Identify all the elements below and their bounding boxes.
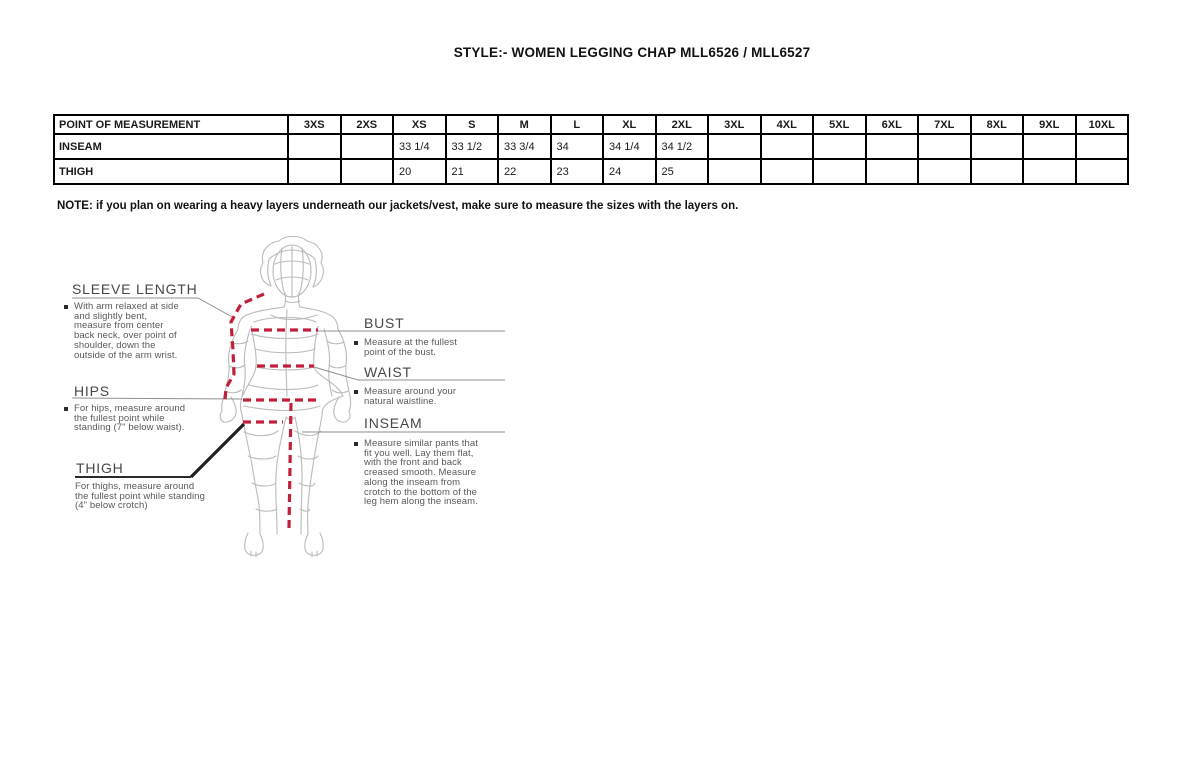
measurement-cell (761, 159, 814, 184)
measurement-cell: 25 (656, 159, 709, 184)
measurement-cell: 34 (551, 134, 604, 159)
inseam-measure-line (289, 403, 291, 528)
measurement-cell (1023, 134, 1076, 159)
bullet-icon (64, 305, 68, 309)
column-header: 9XL (1023, 115, 1076, 134)
bust-description-text: Measure at the fullest point of the bust. (364, 337, 458, 358)
column-header: 5XL (813, 115, 866, 134)
column-header: 4XL (761, 115, 814, 134)
measurement-cell (708, 134, 761, 159)
sleeve-length-description-text: With arm relaxed at side and slightly bent, measure from center back neck, over point of shoulder, down the outside of the arm wrist. (74, 301, 179, 361)
measurement-cell (1076, 134, 1129, 159)
column-header: XL (603, 115, 656, 134)
column-header: 3XL (708, 115, 761, 134)
waist-heading: WAIST (364, 364, 412, 380)
thigh-callout-line (191, 424, 244, 477)
measurement-cell (288, 159, 341, 184)
hips-description-text: For hips, measure around the fullest point while standing (7" below waist). (74, 403, 186, 434)
measurement-cell (813, 134, 866, 159)
column-header: 7XL (918, 115, 971, 134)
column-header: 10XL (1076, 115, 1129, 134)
measurement-cell (918, 134, 971, 159)
table-row-thigh (54, 159, 1128, 184)
bust-description (354, 338, 472, 357)
column-header: M (498, 115, 551, 134)
measurement-guide-diagram (55, 230, 535, 575)
measurement-cell (341, 159, 394, 184)
column-header: L (551, 115, 604, 134)
measurement-cell: 23 (551, 159, 604, 184)
measurement-cell (341, 134, 394, 159)
measurement-cell (761, 134, 814, 159)
measurement-cell (1076, 159, 1129, 184)
measurement-cell: 22 (498, 159, 551, 184)
column-header: 2XS (341, 115, 394, 134)
thigh-description-text: For thighs, measure around the fullest point while standing (4" below crotch) (75, 481, 205, 512)
sleeve-length-description (64, 302, 180, 360)
note-text: NOTE: if you plan on wearing a heavy layers underneath our jackets/vest, make sure to measure the sizes with the layers on. (57, 200, 739, 212)
hips-description (64, 404, 190, 433)
column-header: XS (393, 115, 446, 134)
measurement-lines (225, 294, 319, 528)
row-label: THIGH (54, 159, 288, 184)
measurement-cell (971, 134, 1024, 159)
size-chart-table (53, 114, 1129, 185)
measurement-cell: 24 (603, 159, 656, 184)
bullet-icon (354, 442, 358, 446)
sleeve-length-heading: SLEEVE LENGTH (72, 281, 198, 297)
table-row-inseam (54, 134, 1128, 159)
measurement-cell (918, 159, 971, 184)
measurement-cell (813, 159, 866, 184)
bullet-icon (354, 390, 358, 394)
measurement-cell (1023, 159, 1076, 184)
hips-heading: HIPS (74, 383, 110, 399)
figure-wireframe (220, 237, 350, 558)
inseam-description-text: Measure similar pants that fit you well. Lay them flat, with the front and back creased smooth. Measure along the inseam from crotch to the bottom of the leg hem along the inseam. (364, 438, 479, 508)
measurement-cell: 33 1/2 (446, 134, 499, 159)
column-header: S (446, 115, 499, 134)
measurement-cell: 33 3/4 (498, 134, 551, 159)
waist-description-text: Measure around your natural waistline. (364, 386, 457, 407)
column-header: POINT OF MEASUREMENT (54, 115, 288, 134)
measurement-cell (708, 159, 761, 184)
measurement-cell (866, 159, 919, 184)
measurement-cell (288, 134, 341, 159)
measurement-cell (971, 159, 1024, 184)
thigh-heading: THIGH (76, 460, 124, 476)
waist-description (354, 387, 466, 406)
inseam-heading: INSEAM (364, 415, 423, 431)
row-label: INSEAM (54, 134, 288, 159)
column-header: 8XL (971, 115, 1024, 134)
bust-heading: BUST (364, 315, 405, 331)
measurement-cell: 34 1/2 (656, 134, 709, 159)
column-header: 3XS (288, 115, 341, 134)
size-table-header-row (54, 115, 1128, 134)
measurement-cell: 20 (393, 159, 446, 184)
measurement-cell (866, 134, 919, 159)
inseam-description (354, 439, 488, 507)
measurement-cell: 34 1/4 (603, 134, 656, 159)
column-header: 6XL (866, 115, 919, 134)
bullet-icon (64, 407, 68, 411)
page-title: STYLE:- WOMEN LEGGING CHAP MLL6526 / MLL6527 (453, 45, 811, 60)
column-header: 2XL (656, 115, 709, 134)
measurement-cell: 21 (446, 159, 499, 184)
bullet-icon (354, 341, 358, 345)
measurement-cell: 33 1/4 (393, 134, 446, 159)
thigh-description (75, 482, 207, 511)
